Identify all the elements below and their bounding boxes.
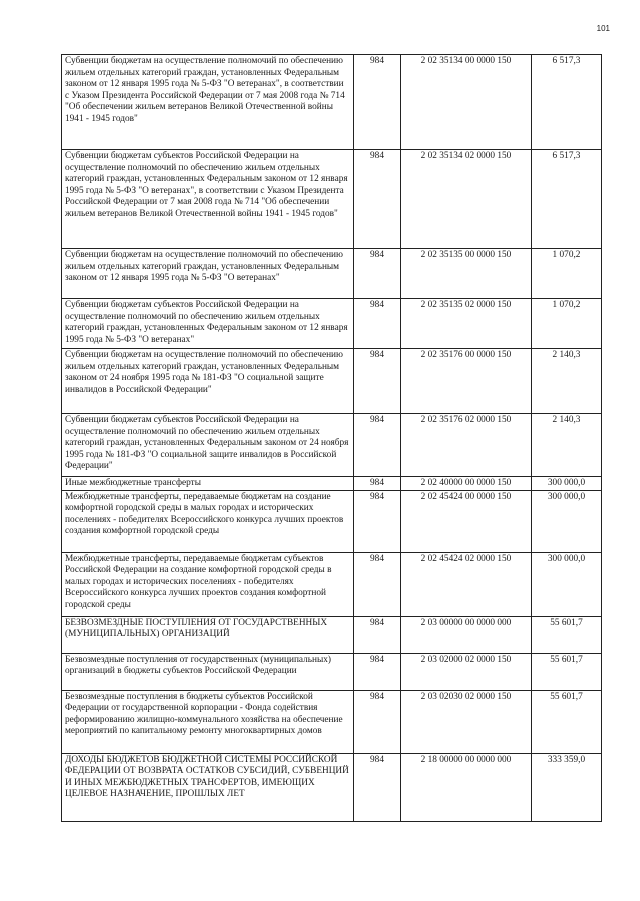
row-admin-code: 984: [354, 150, 401, 249]
row-budget-code: 2 02 35176 02 0000 150: [401, 414, 532, 477]
row-amount: 6 517,3: [532, 55, 602, 150]
row-admin-code: 984: [354, 414, 401, 477]
row-admin-code: 984: [354, 653, 401, 690]
table-row: [62, 490, 602, 552]
row-amount: 1 070,2: [532, 249, 602, 299]
row-amount: 300 000,0: [532, 552, 602, 616]
table-row: [62, 249, 602, 299]
row-admin-code: 984: [354, 249, 401, 299]
row-description: Межбюджетные трансферты, передаваемые бюджетам субъектов Российской Федерации на создание комфортной городской среды в малых городах и исторических поселениях - победителях Всероссийского конкурса лучших проектов создания комфортной городской среды: [62, 552, 354, 616]
row-admin-code: 984: [354, 552, 401, 616]
table-row: [62, 690, 602, 753]
row-budget-code: 2 02 40000 00 0000 150: [401, 477, 532, 491]
row-description: Субвенции бюджетам субъектов Российской Федерации на осуществление полномочий по обеспечению жильем отдельных категорий граждан, установленных Федеральным законом от 24 ноября 1995 года № 181-ФЗ "О социальной защите инвалидов в Российской Федерации": [62, 414, 354, 477]
table-row: [62, 616, 602, 653]
row-description: Субвенции бюджетам на осуществление полномочий по обеспечению жильем отдельных категорий граждан, установленных Федеральным законом от 24 ноября 1995 года № 181-ФЗ "О социальной защите инвалидов в Российской Федерации": [62, 349, 354, 414]
row-budget-code: 2 02 35134 02 0000 150: [401, 150, 532, 249]
row-admin-code: 984: [354, 616, 401, 653]
row-description: Субвенции бюджетам на осуществление полномочий по обеспечению жильем отдельных категорий граждан, установленных Федеральным законом от 12 января 1995 года № 5-ФЗ "О ветеранах": [62, 249, 354, 299]
row-description: Субвенции бюджетам субъектов Российской Федерации на осуществление полномочий по обеспечению жильем отдельных категорий граждан, установленных Федеральным законом от 12 января 1995 года № 5-ФЗ "О ветеранах", в соответствии с Указом Президента Российской Федерации от 7 мая 2008 года № 714 "Об обеспечении жильем ветеранов Великой Отечественной войны 1941 - 1945 годов": [62, 150, 354, 249]
row-description: Субвенции бюджетам субъектов Российской Федерации на осуществление полномочий по обеспечению жильем отдельных категорий граждан, установленных Федеральным законом от 12 января 1995 года № 5-ФЗ "О ветеранах": [62, 299, 354, 349]
row-amount: 2 140,3: [532, 349, 602, 414]
row-admin-code: 984: [354, 690, 401, 753]
row-admin-code: 984: [354, 55, 401, 150]
row-budget-code: 2 03 02030 02 0000 150: [401, 690, 532, 753]
row-budget-code: 2 02 45424 02 0000 150: [401, 552, 532, 616]
table-row: [62, 299, 602, 349]
row-budget-code: 2 02 35176 00 0000 150: [401, 349, 532, 414]
table-row: [62, 55, 602, 150]
row-admin-code: 984: [354, 299, 401, 349]
row-admin-code: 984: [354, 753, 401, 821]
row-description: БЕЗВОЗМЕЗДНЫЕ ПОСТУПЛЕНИЯ ОТ ГОСУДАРСТВЕННЫХ (МУНИЦИПАЛЬНЫХ) ОРГАНИЗАЦИЙ: [62, 616, 354, 653]
row-budget-code: 2 03 00000 00 0000 000: [401, 616, 532, 653]
row-amount: 55 601,7: [532, 653, 602, 690]
row-admin-code: 984: [354, 490, 401, 552]
table-row: [62, 349, 602, 414]
table-row: [62, 477, 602, 491]
row-amount: 300 000,0: [532, 477, 602, 491]
row-budget-code: 2 02 35135 02 0000 150: [401, 299, 532, 349]
revenue-table: [61, 54, 602, 822]
row-budget-code: 2 02 35134 00 0000 150: [401, 55, 532, 150]
row-budget-code: 2 18 00000 00 0000 000: [401, 753, 532, 821]
table-row: [62, 150, 602, 249]
row-description: Безвозмездные поступления от государственных (муниципальных) организаций в бюджеты субъектов Российской Федерации: [62, 653, 354, 690]
row-description: ДОХОДЫ БЮДЖЕТОВ БЮДЖЕТНОЙ СИСТЕМЫ РОССИЙСКОЙ ФЕДЕРАЦИИ ОТ ВОЗВРАТА ОСТАТКОВ СУБСИДИЙ, СУБВЕНЦИЙ И ИНЫХ МЕЖБЮДЖЕТНЫХ ТРАНСФЕРТОВ, ИМЕЮЩИХ ЦЕЛЕВОЕ НАЗНАЧЕНИЕ, ПРОШЛЫХ ЛЕТ: [62, 753, 354, 821]
row-budget-code: 2 02 35135 00 0000 150: [401, 249, 532, 299]
table-row: [62, 552, 602, 616]
row-amount: 6 517,3: [532, 150, 602, 249]
row-amount: 55 601,7: [532, 616, 602, 653]
row-amount: 1 070,2: [532, 299, 602, 349]
table-row: [62, 653, 602, 690]
row-amount: 300 000,0: [532, 490, 602, 552]
row-budget-code: 2 03 02000 02 0000 150: [401, 653, 532, 690]
row-admin-code: 984: [354, 349, 401, 414]
row-amount: 2 140,3: [532, 414, 602, 477]
table-row: [62, 753, 602, 821]
page-number: 101: [596, 24, 610, 33]
row-amount: 333 359,0: [532, 753, 602, 821]
row-description: Иные межбюджетные трансферты: [62, 477, 354, 491]
table-row: [62, 414, 602, 477]
row-description: Межбюджетные трансферты, передаваемые бюджетам на создание комфортной городской среды в малых городах и исторических поселениях - победителях Всероссийского конкурса лучших проектов создания комфортной городской среды: [62, 490, 354, 552]
row-admin-code: 984: [354, 477, 401, 491]
row-budget-code: 2 02 45424 00 0000 150: [401, 490, 532, 552]
row-description: Безвозмездные поступления в бюджеты субъектов Российской Федерации от государственной корпорации - Фонда содействия реформированию жилищно-коммунального хозяйства на обеспечение мероприятий по капитальному ремонту многоквартирных домов: [62, 690, 354, 753]
row-description: Субвенции бюджетам на осуществление полномочий по обеспечению жильем отдельных категорий граждан, установленных Федеральным законом от 12 января 1995 года № 5-ФЗ "О ветеранах", в соответствии с Указом Президента Российской Федерации от 7 мая 2008 года № 714 "Об обеспечении жильем ветеранов Великой Отечественной войны 1941 - 1945 годов": [62, 55, 354, 150]
row-amount: 55 601,7: [532, 690, 602, 753]
